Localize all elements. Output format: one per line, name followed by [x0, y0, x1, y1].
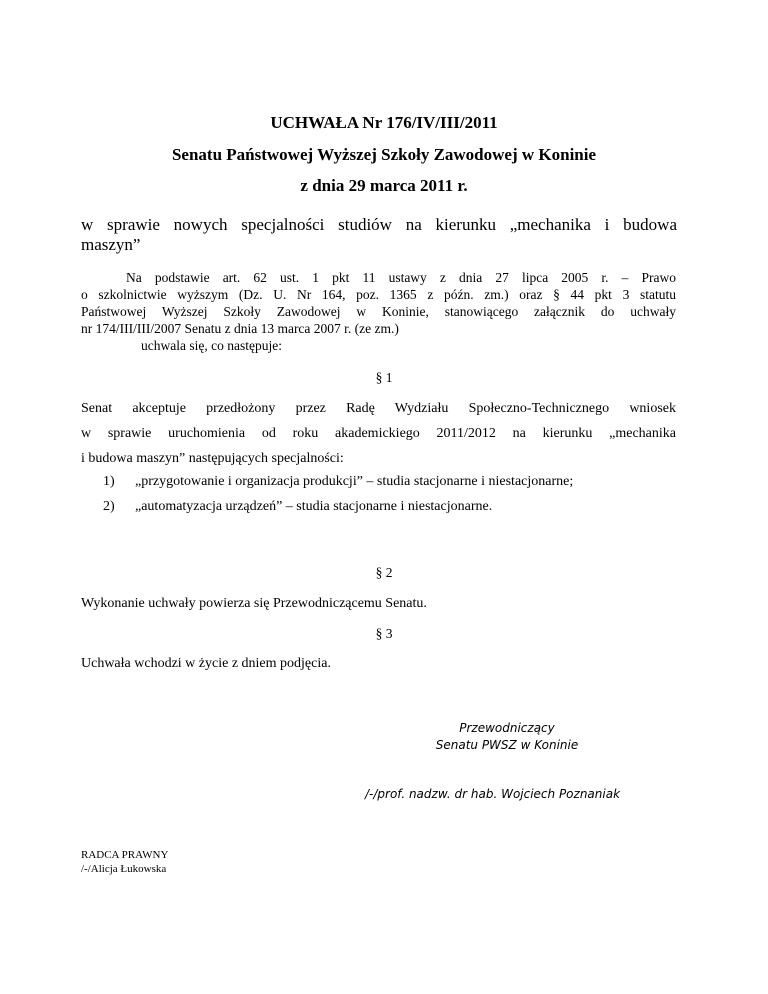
section-3-text: Uchwała wchodzi w życie z dniem podjęcia.	[81, 656, 331, 671]
preamble-line-3: Państwowej Wyższej Szkoły Zawodowej w Koninie, stanowiącego załącznik do uchwały	[81, 304, 676, 319]
signature-role-2: Senatu PWSZ w Koninie	[435, 738, 579, 752]
section-3-heading: § 3	[375, 626, 393, 641]
list-item-2-text: „automatyzacja urządzeń” – studia stacjonarne i niestacjonarne.	[135, 499, 493, 514]
subject-line-2: maszyn”	[81, 235, 141, 254]
section-1-line-2: w sprawie uruchomienia od roku akademickiego 2011/2012 na kierunku „mechanika	[81, 426, 676, 441]
preamble-line-1: Na podstawie art. 62 ust. 1 pkt 11 ustawy z dnia 27 lipca 2005 r. – Prawo	[126, 270, 676, 285]
list-item-1-text: „przygotowanie i organizacja produkcji” – studia stacjonarne i niestacjonarne;	[135, 474, 574, 489]
preamble-line-5: uchwala się, co następuje:	[141, 338, 282, 353]
signature-role-1: Przewodniczący	[459, 721, 555, 735]
subject-line-1: w sprawie nowych specjalności studiów na kierunku „mechanika i budowa	[81, 215, 677, 234]
legal-counsel-name: /-/Alicja Łukowska	[81, 863, 167, 875]
section-1-heading: § 1	[375, 370, 393, 385]
preamble-line-4: nr 174/III/III/2007 Senatu z dnia 13 marca 2007 r. (ze zm.)	[81, 321, 399, 336]
resolution-title: UCHWAŁA Nr 176/IV/III/2011	[270, 113, 498, 132]
list-item-2-number: 2)	[103, 499, 115, 514]
section-2-text: Wykonanie uchwały powierza się Przewodniczącemu Senatu.	[81, 596, 427, 611]
resolution-date: z dnia 29 marca 2011 r.	[300, 176, 468, 195]
signature-name: /-/prof. nadzw. dr hab. Wojciech Poznaniak	[365, 787, 621, 801]
section-2-heading: § 2	[375, 565, 393, 580]
list-item-1-number: 1)	[103, 474, 115, 489]
preamble-line-2: o szkolnictwie wyższym (Dz. U. Nr 164, poz. 1365 z późn. zm.) oraz § 44 pkt 3 statutu	[81, 287, 676, 302]
section-1-line-1: Senat akceptuje przedłożony przez Radę Wydziału Społeczno-Technicznego wniosek	[81, 401, 676, 416]
legal-counsel-role: RADCA PRAWNY	[81, 849, 169, 861]
resolution-issuer: Senatu Państwowej Wyższej Szkoły Zawodowej w Koninie	[171, 145, 597, 164]
section-1-line-3: i budowa maszyn” następujących specjalności:	[81, 451, 344, 466]
